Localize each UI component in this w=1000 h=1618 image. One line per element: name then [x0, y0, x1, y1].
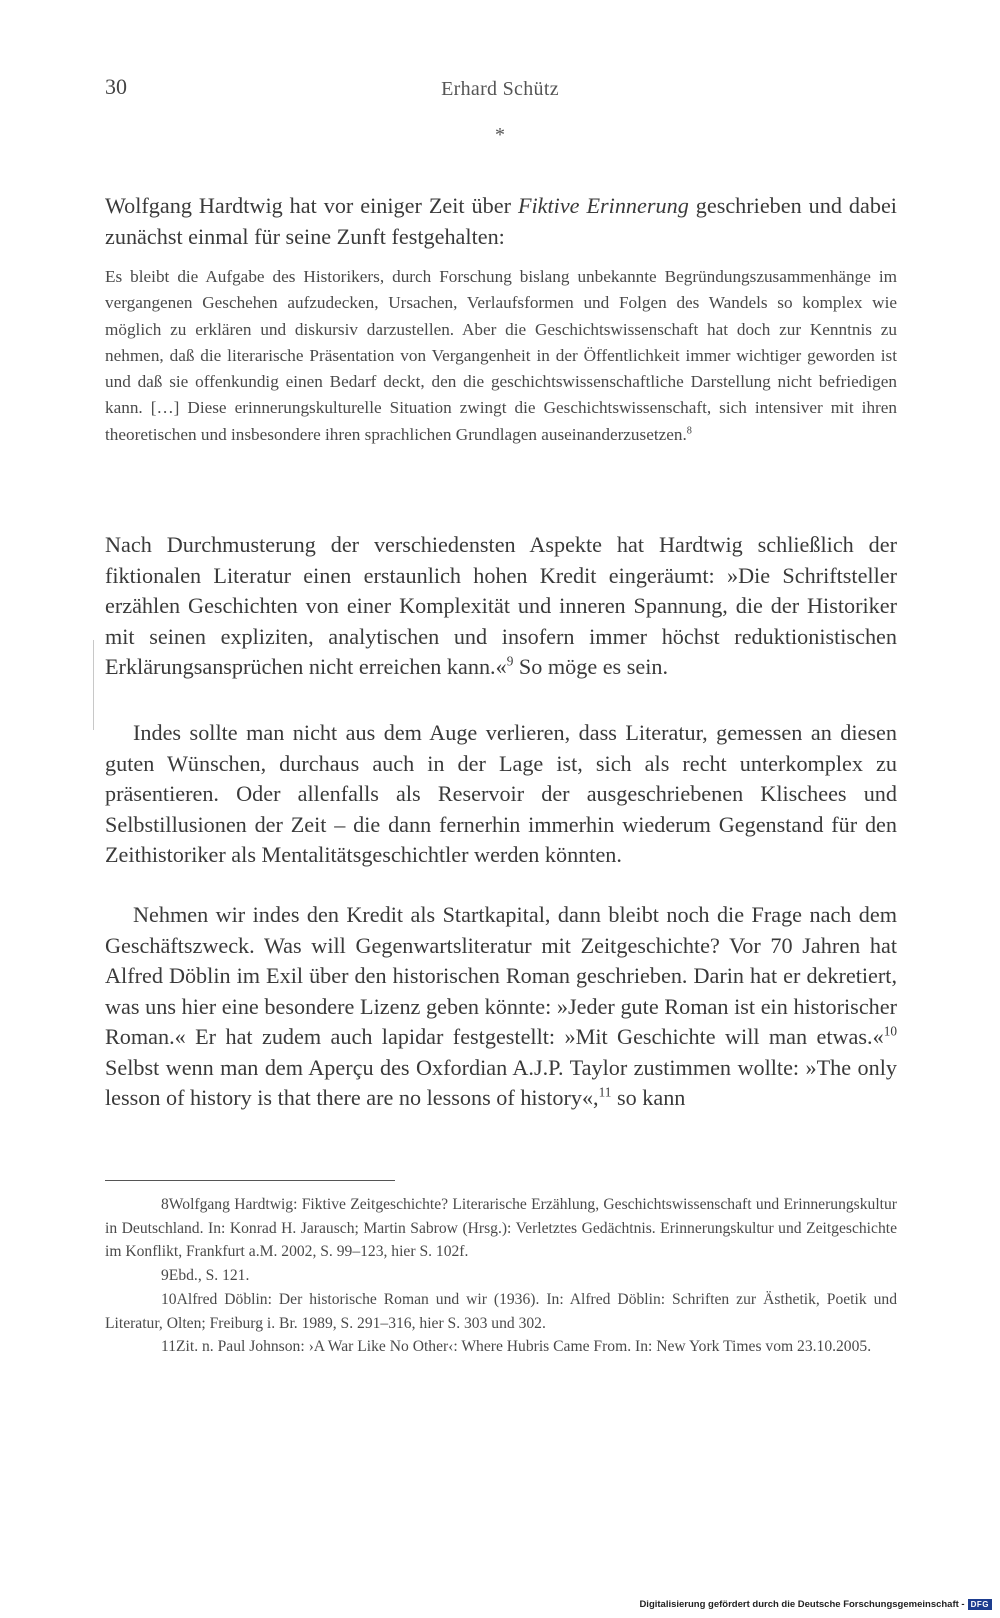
paragraph-2-text-end: So möge es sein.	[513, 654, 669, 679]
footnote-rule	[105, 1180, 395, 1181]
footnote-number: 10	[161, 1290, 177, 1308]
footnote-text: Wolfgang Hardtwig: Fiktive Zeitgeschichte? Literarische Erzählung, Geschichtswissenschaft und Erinnerungskultur in Deutschland. In: Konrad H. Jarausch; Martin Sabrow (Hrsg.): Verletztes Gedächtnis. Erinnerungskultur und Zeitgeschichte im Konflikt, Frankfurt a.M. 2002, S. 99–123, hier S. 102f.	[105, 1196, 897, 1261]
paragraph-4-text-end: so kann	[611, 1085, 686, 1110]
paragraph-3	[105, 718, 897, 871]
footnote-ref-10[interactable]: 10	[883, 1023, 897, 1039]
running-head: Erhard Schütz	[441, 78, 559, 100]
footnote-number: 9	[161, 1267, 169, 1285]
digitization-notice-text: Digitalisierung gefördert durch die Deutsche Forschungsgemeinschaft -	[639, 1599, 965, 1610]
paragraph-4	[105, 900, 897, 1114]
footnote	[105, 1193, 897, 1264]
digitization-notice	[639, 1599, 992, 1610]
footnote-text: Zit. n. Paul Johnson: ›A War Like No Other‹: Where Hubris Came From. In: New York Times vom 23.10.2005.	[176, 1338, 872, 1356]
section-mark: *	[495, 124, 505, 146]
footnote-ref-8[interactable]: 8	[686, 425, 692, 437]
page-number: 30	[105, 74, 127, 99]
paragraph-3-text: Indes sollte man nicht aus dem Auge verlieren, dass Literatur, gemessen an diesen guten Wünschen, durchaus auch in der Lage ist, sich als recht unterkomplex zu präsentieren. Oder allenfalls als Reservoir der ausgeschriebenen Klischees und Selbstillusionen der Zeit – die dann fernerhin immerhin wiederum Gegenstand für den Zeithistoriker als Mentalitätsgeschichtler werden könnten.	[105, 720, 897, 867]
block-quote-text: Es bleibt die Aufgabe des Historikers, durch Forschung bislang unbekannte Begründungszusammenhänge im vergangenen Geschehen aufzudecken, Ursachen, Verlaufsformen und Folgen des Wandels so komplex wie möglich zu erklären und diskursiv darzustellen. Aber die Geschichtswissenschaft hat doch zur Kenntnis zu nehmen, daß die literarische Präsentation von Vergangenheit in der Öffentlichkeit immer wichtiger geworden ist und daß sie offenkundig einen Bedarf deckt, den die geschichtswissenschaftliche Darstellung nicht befriedigen kann. […] Diese erinnerungskulturelle Situation zwingt die Geschichtswissenschaft, sich intensiver mit ihren theoretischen und insbesondere ihren sprachlichen Grundlagen auseinanderzusetzen.	[105, 267, 897, 444]
footnote-ref-9[interactable]: 9	[506, 653, 514, 669]
footnote-number: 8	[161, 1196, 169, 1213]
footnote-text: Alfred Döblin: Der historische Roman und wir (1936). In: Alfred Döblin: Schriften zur Ästhetik, Poetik und Literatur, Olten; Freiburg i. Br. 1989, S. 291–316, hier S. 303 und 302.	[105, 1290, 897, 1332]
footnote-ref-11[interactable]: 11	[598, 1084, 612, 1100]
paragraph-1	[105, 191, 897, 252]
footnotes	[105, 1193, 897, 1359]
footnote-text: Ebd., S. 121.	[168, 1267, 250, 1285]
paragraph-4-text: Nehmen wir indes den Kredit als Startkapital, dann bleibt noch die Frage nach dem Geschäftszweck. Was will Gegenwartsliteratur mit Zeitgeschichte? Vor 70 Jahren hat Alfred Döblin im Exil über den historischen Roman geschrieben. Darin hat er dekretiert, was uns hier eine besondere Lizenz geben könnte: »Jeder gute Roman ist ein historischer Roman.« Er hat zudem auch lapidar festgestellt: »Mit Geschichte will man etwas.«	[105, 902, 897, 1049]
footnote	[105, 1264, 897, 1288]
paragraph-1-text-start: Wolfgang Hardtwig hat vor einiger Zeit über	[105, 193, 518, 218]
paragraph-4-text-continued: Selbst wenn man dem Aperçu des Oxfordian A.J.P. Taylor zustimmen wollte: »The only lesson of history is that there are no lessons of history«,	[105, 1054, 897, 1110]
footnote-number: 11	[161, 1338, 177, 1356]
paragraph-1-text-end: geschrieben und dabei zunächst einmal für seine Zunft festgehalten:	[105, 193, 897, 249]
paragraph-2	[105, 530, 897, 683]
paragraph-2-text: Nach Durchmusterung der verschiedensten Aspekte hat Hardtwig schließlich der fiktionalen Literatur einen erstaunlich hohen Kredit eingeräumt: »Die Schriftsteller erzählen Geschichten von einer Komplexität und inneren Spannung, die der Historiker mit seinen expliziten, analytischen und insofern immer höchst reduktionistischen Erklärungsansprüchen nicht erreichen kann.«	[105, 532, 897, 679]
margin-mark	[93, 640, 94, 730]
footnote	[105, 1288, 897, 1335]
block-quote	[105, 264, 897, 448]
paragraph-1-book-title: Fiktive Erinnerung	[517, 193, 689, 218]
dfg-logo: DFG	[968, 1599, 992, 1610]
footnote	[105, 1335, 897, 1359]
